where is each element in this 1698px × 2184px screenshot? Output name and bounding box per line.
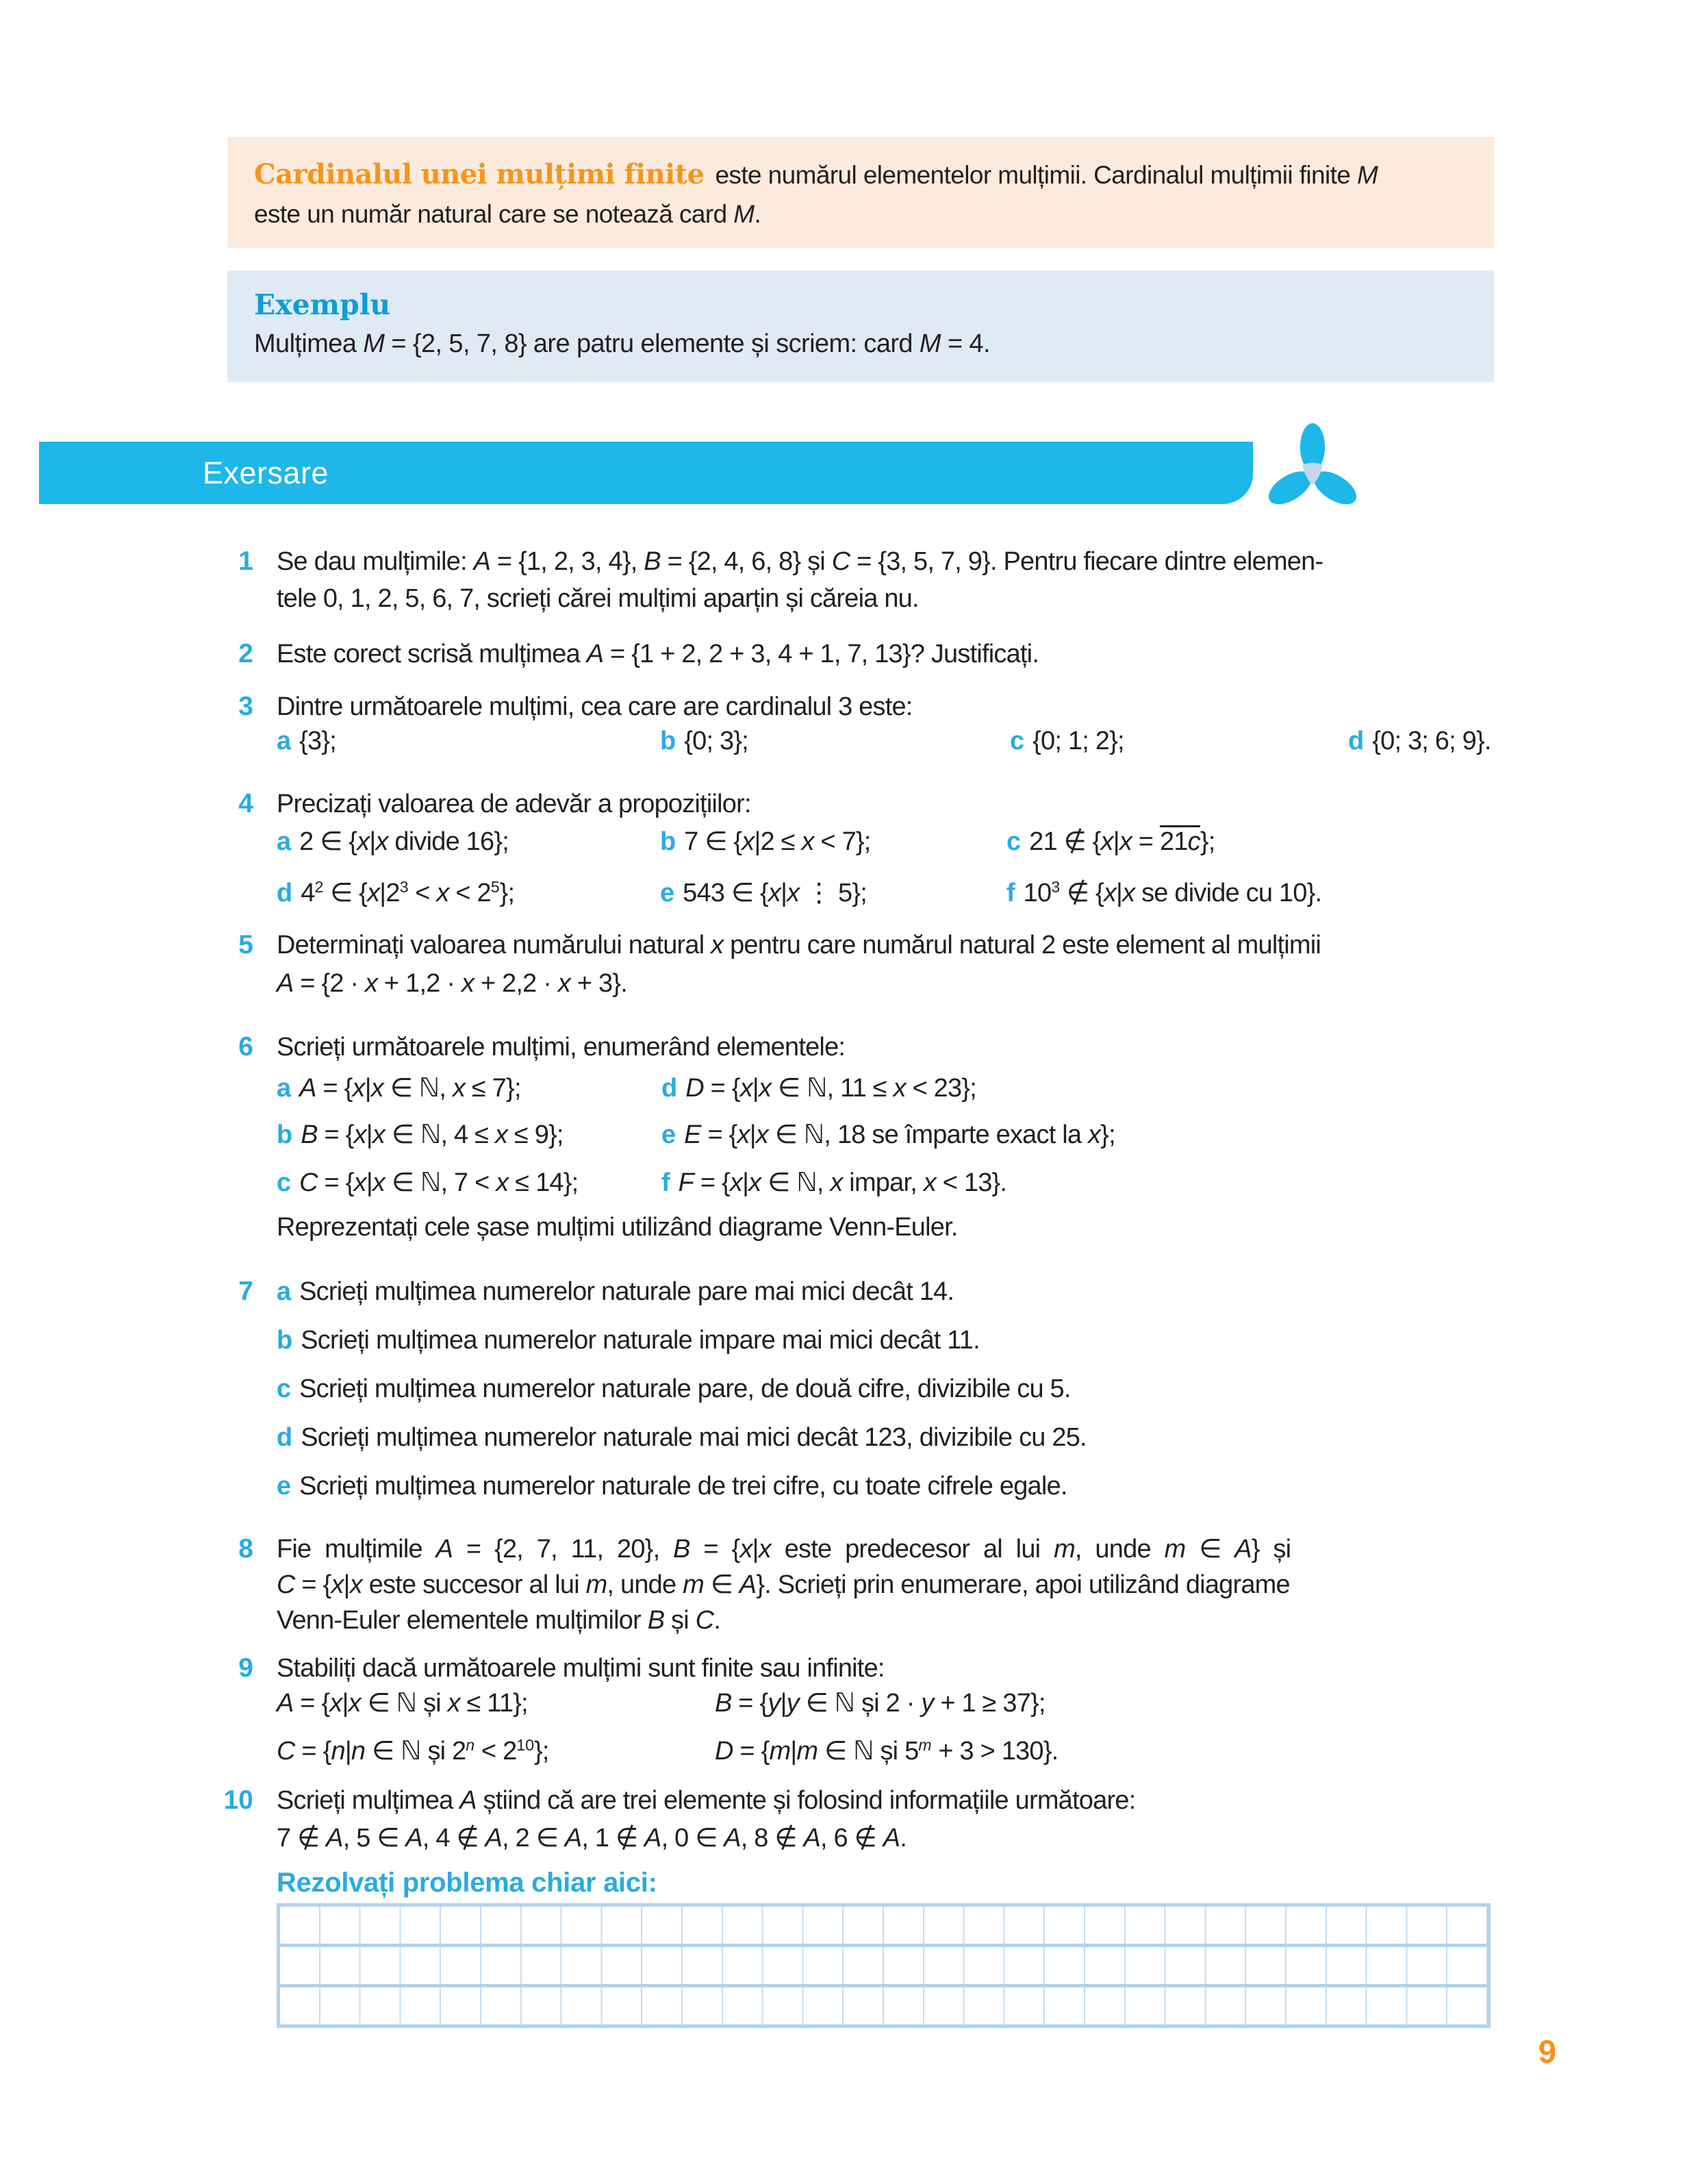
exercise-9-number: 9 xyxy=(238,1653,253,1683)
ex4-option-c: c 21 ∉ {x|x = 21c}; xyxy=(1006,827,1215,856)
definition-line-2: este un număr natural care se notează card M. xyxy=(254,200,761,228)
exercise-10-heading: Scrieți mulțimea A știind că are trei elemente și folosind informațiile următoare: xyxy=(277,1786,1136,1815)
ex9-set-C: C = {n|n ∈ ℕ și $2^n < 2^{10}$}; xyxy=(277,1736,549,1766)
example-heading: Exemplu xyxy=(254,288,391,321)
ex6-option-b: b B = {x|x ∈ ℕ, 4 ≤ x ≤ 9}; xyxy=(277,1120,563,1149)
ex4-option-e: e 543 ∈ {x|x ⋮ 5}; xyxy=(660,879,867,907)
ex4-option-b: b 7 ∈ {x|2 ≤ x < 7}; xyxy=(660,827,871,856)
exercise-1-line-2: tele 0, 1, 2, 5, 6, 7, scrieți cărei mulțimi aparțin și căreia nu. xyxy=(277,584,919,613)
ex3-option-c: c {0; 1; 2}; xyxy=(1010,727,1124,755)
exercise-5-line-1: Determinați valoarea numărului natural x pentru care numărul natural 2 este element al mulțimii xyxy=(277,931,1321,959)
exercise-3-heading: Dintre următoarele mulțimi, cea care are cardinalul 3 este: xyxy=(277,692,913,721)
ex7-item-c: c Scrieți mulțimea numerelor naturale pare, de două cifre, divizibile cu 5. xyxy=(277,1375,1071,1403)
section-title: Exersare xyxy=(203,455,329,490)
exercise-8-number: 8 xyxy=(238,1534,253,1564)
ex6-option-a: a A = {x|x ∈ ℕ, x ≤ 7}; xyxy=(277,1074,521,1103)
definition-text: este numărul elementelor mulțimii. Cardinalul mulțimii finite M xyxy=(715,161,1378,189)
definition-title: Cardinalul unei mulțimi finite xyxy=(254,158,705,190)
definition-line-1 xyxy=(254,155,1467,194)
example-text: Mulțimea M = {2, 5, 7, 8} are patru elemente și scriem: card M = 4. xyxy=(254,329,990,358)
exercise-4-row-1 xyxy=(277,825,1502,859)
ex6-option-d: d D = {x|x ∈ ℕ, 11 ≤ x < 23}; xyxy=(661,1074,976,1103)
definition-box xyxy=(227,137,1494,248)
ex3-option-b: b {0; 3}; xyxy=(660,727,748,755)
trefoil-logo-icon xyxy=(1262,423,1363,515)
ex7-item-b: b Scrieți mulțimea numerelor naturale impare mai mici decât 11. xyxy=(277,1326,980,1355)
ex7-item-e: e Scrieți mulțimea numerelor naturale de trei cifre, cu toate cifrele egale. xyxy=(277,1472,1067,1501)
exercise-6-row-1 xyxy=(277,1072,1502,1106)
exercise-3-options xyxy=(277,725,1502,759)
ex3-option-a: a {3}; xyxy=(277,727,337,755)
exercise-6-footer: Reprezentați cele șase mulțimi utilizând diagrame Venn-Euler. xyxy=(277,1213,958,1242)
exercise-4-row-2 xyxy=(277,877,1502,911)
exercise-9-heading: Stabiliți dacă următoarele mulțimi sunt finite sau infinite: xyxy=(277,1654,885,1683)
ex7-item-a: a Scrieți mulțimea numerelor naturale pare mai mici decât 14. xyxy=(277,1277,954,1306)
grid-row-divider xyxy=(280,1944,1487,1947)
ex4-option-a: a 2 ∈ {x|x divide 16}; xyxy=(277,827,509,856)
page-number: 9 xyxy=(1538,2033,1557,2070)
exercise-6-row-2 xyxy=(277,1118,1502,1153)
ex9-set-A: A = {x|x ∈ ℕ și x ≤ 11}; xyxy=(277,1689,528,1718)
exercise-4-heading: Precizați valoarea de adevăr a propozițiilor: xyxy=(277,790,751,818)
ex4-option-d: d $4^2$ ∈ $\{x|2^3 < x < 2^5\}$; xyxy=(277,878,515,907)
ex6-option-c: c C = {x|x ∈ ℕ, 7 < x ≤ 14}; xyxy=(277,1168,579,1197)
exercise-1-line-1: Se dau mulțimile: A = {1, 2, 3, 4}, B = {2, 4, 6, 8} și C = {3, 5, 7, 9}. Pentru fiecare dintre elemen- xyxy=(277,547,1323,576)
solution-grid[interactable] xyxy=(277,1903,1491,2028)
exercise-7-number: 7 xyxy=(238,1277,253,1306)
exercise-5-line-2: A = {2 · x + 1,2 · x + 2,2 · x + 3}. xyxy=(277,969,627,998)
grid-row-divider xyxy=(280,1984,1487,1987)
exercise-6-heading: Scrieți următoarele mulțimi, enumerând elementele: xyxy=(277,1033,846,1062)
exercise-6-row-3 xyxy=(277,1166,1502,1201)
ex9-set-D: D = {m|m ∈ ℕ și $5^m + 3 > 130$}. xyxy=(715,1736,1059,1766)
exercise-3-number: 3 xyxy=(238,692,253,721)
exercise-2-number: 2 xyxy=(238,639,253,668)
exercise-9-row-2 xyxy=(277,1735,1502,1769)
solve-here-label: Rezolvați problema chiar aici: xyxy=(277,1868,657,1898)
exercise-1-number: 1 xyxy=(238,547,253,576)
ex7-item-d: d Scrieți mulțimea numerelor naturale mai mici decât 123, divizibile cu 25. xyxy=(277,1423,1087,1452)
exercise-8-line-3: Venn-Euler elementele mulțimilor B și C. xyxy=(277,1606,721,1635)
exercise-4-number: 4 xyxy=(238,789,253,818)
exercise-8-line-1: Fie mulțimile A = {2, 7, 11, 20}, B = {x|x este predecesor al lui m, unde m ∈ A} și xyxy=(277,1535,1291,1564)
exercise-8-line-2: C = {x|x este succesor al lui m, unde m ∈ A}. Scrieți prin enumerare, apoi utilizând diagrame xyxy=(277,1570,1290,1599)
exercise-2-text: Este corect scrisă mulțimea A = {1 + 2, 2 + 3, 4 + 1, 7, 13}? Justificați. xyxy=(277,640,1039,668)
exercise-9-row-1 xyxy=(277,1687,1502,1721)
exercise-10-number: 10 xyxy=(223,1785,253,1815)
exercise-10-line: 7 ∉ A, 5 ∈ A, 4 ∉ A, 2 ∈ A, 1 ∉ A, 0 ∈ A, 8 ∉ A, 6 ∉ A. xyxy=(277,1824,907,1853)
exercise-6-number: 6 xyxy=(238,1032,253,1062)
exercise-5-number: 5 xyxy=(238,930,253,959)
ex4-option-f: f $10^3$ ∉ {x|x se divide cu 10}. xyxy=(1006,878,1322,907)
ex6-option-f: f F = {x|x ∈ ℕ, x impar, x < 13}. xyxy=(661,1168,1007,1197)
example-box xyxy=(227,271,1494,382)
ex3-option-d: d {0; 3; 6; 9}. xyxy=(1348,727,1491,755)
ex9-set-B: B = {y|y ∈ ℕ și 2 · y + 1 ≥ 37}; xyxy=(715,1689,1046,1718)
ex6-option-e: e E = {x|x ∈ ℕ, 18 se împarte exact la x}; xyxy=(661,1120,1115,1149)
section-band xyxy=(39,442,1253,504)
